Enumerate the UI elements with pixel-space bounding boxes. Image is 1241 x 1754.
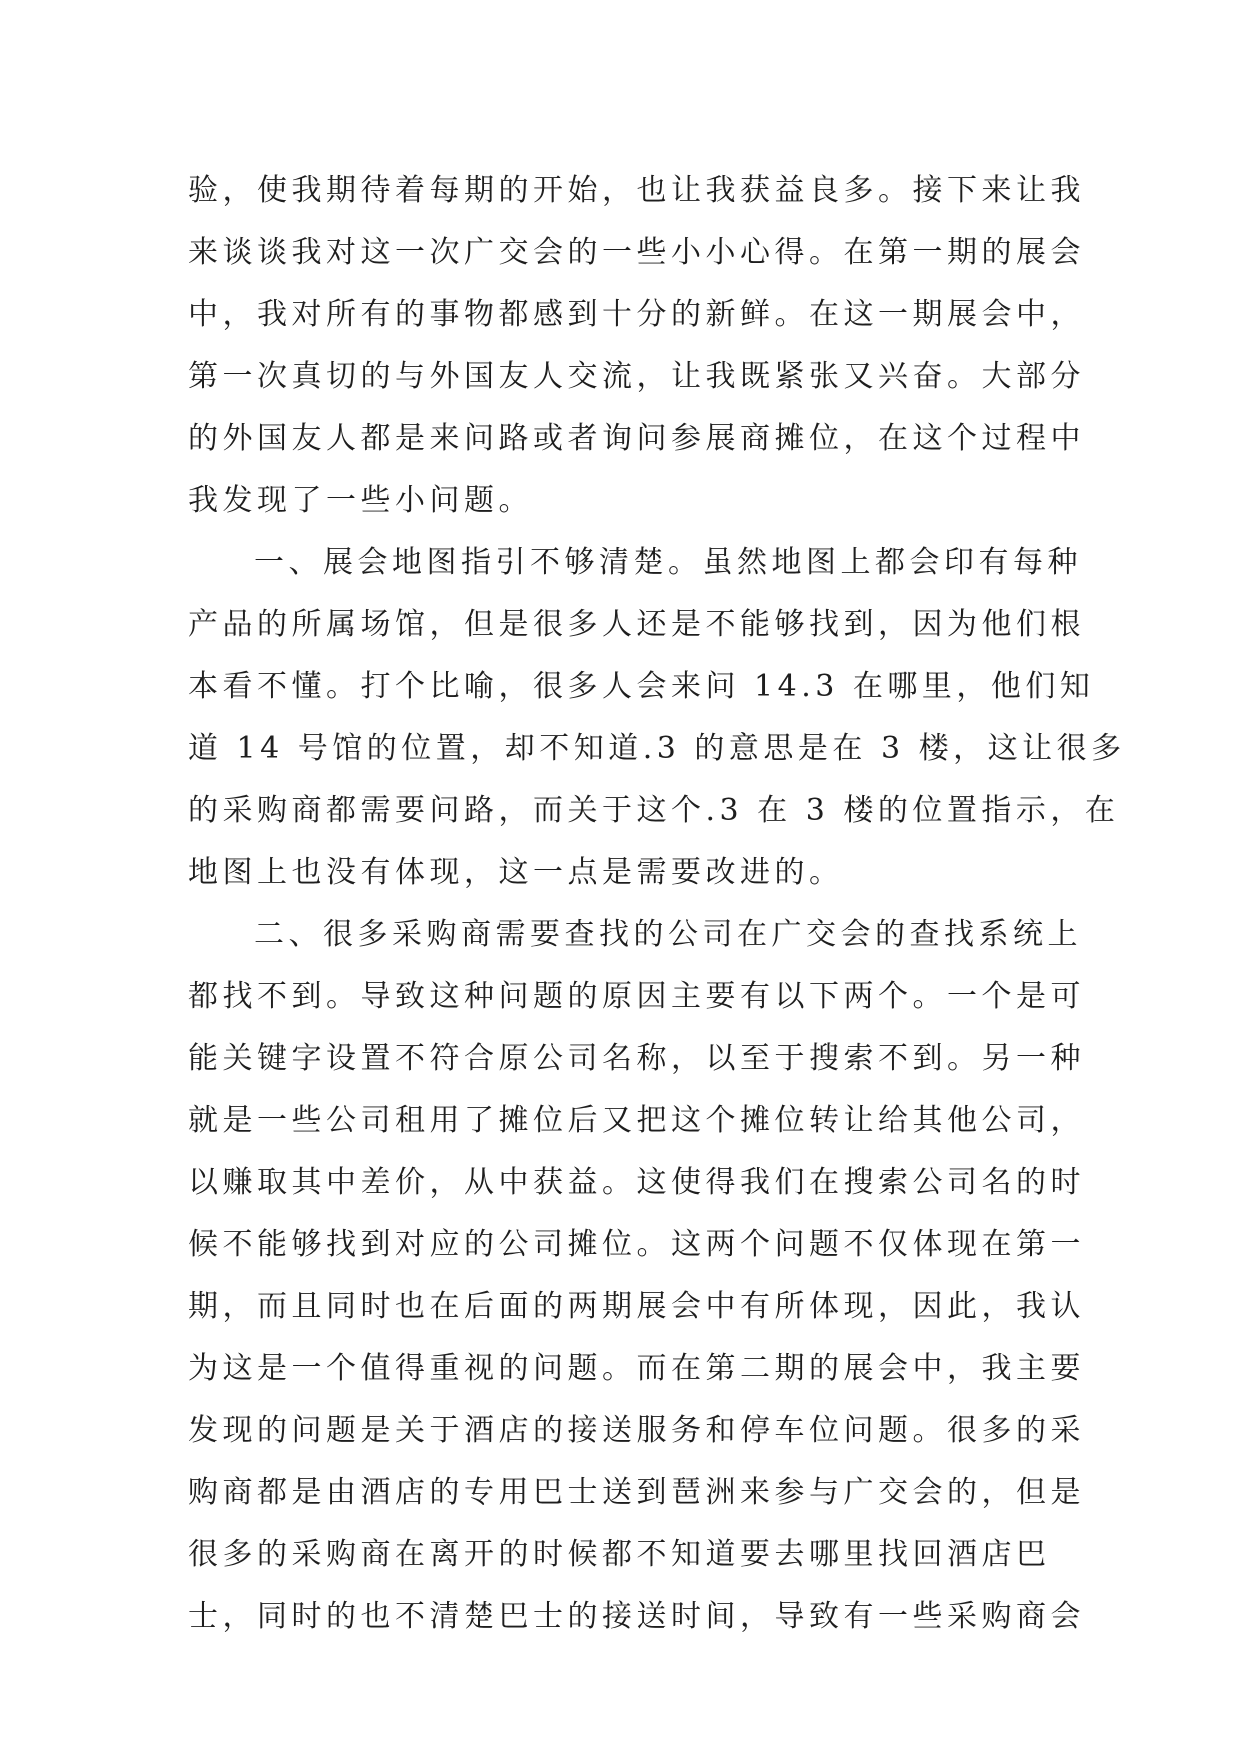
text-line: 本看不懂。打个比喻，很多人会来问 14.3 在哪里，他们知 <box>188 669 1095 704</box>
text-line: 士，同时的也不清楚巴士的接送时间，导致有一些采购商会 <box>188 1599 1085 1634</box>
text-line: 期，而且同时也在后面的两期展会中有所体现，因此，我认 <box>188 1289 1085 1324</box>
text-line: 第一次真切的与外国友人交流，让我既紧张又兴奋。大部分 <box>188 359 1085 394</box>
document-body <box>188 160 1126 1648</box>
text-line: 就是一些公司租用了摊位后又把这个摊位转让给其他公司， <box>188 1103 1085 1138</box>
text-line: 验，使我期待着每期的开始，也让我获益良多。接下来让我 <box>188 173 1085 208</box>
text-line: 的外国友人都是来问路或者询问参展商摊位，在这个过程中 <box>188 421 1085 456</box>
text-line: 产品的所属场馆，但是很多人还是不能够找到，因为他们根 <box>188 607 1085 642</box>
text-line: 能关键字设置不符合原公司名称，以至于搜索不到。另一种 <box>188 1041 1085 1076</box>
paragraph-first-line: 二、很多采购商需要查找的公司在广交会的查找系统上 <box>254 917 1082 952</box>
text-line: 地图上也没有体现，这一点是需要改进的。 <box>188 855 844 890</box>
text-line: 中，我对所有的事物都感到十分的新鲜。在这一期展会中， <box>188 297 1085 332</box>
text-line: 候不能够找到对应的公司摊位。这两个问题不仅体现在第一 <box>188 1227 1085 1262</box>
text-line: 的采购商都需要问路，而关于这个.3 在 3 楼的位置指示，在 <box>188 793 1120 828</box>
text-line: 以赚取其中差价，从中获益。这使得我们在搜索公司名的时 <box>188 1165 1085 1200</box>
text-line: 购商都是由酒店的专用巴士送到琶洲来参与广交会的，但是 <box>188 1475 1085 1510</box>
text-line: 来谈谈我对这一次广交会的一些小小心得。在第一期的展会 <box>188 235 1085 270</box>
text-line: 我发现了一些小问题。 <box>188 483 533 518</box>
text-line: 很多的采购商在离开的时候都不知道要去哪里找回酒店巴 <box>188 1537 1051 1572</box>
text-line: 道 14 号馆的位置，却不知道.3 的意思是在 3 楼，这让很多 <box>188 731 1126 766</box>
text-line: 发现的问题是关于酒店的接送服务和停车位问题。很多的采 <box>188 1413 1085 1448</box>
text-line: 为这是一个值得重视的问题。而在第二期的展会中，我主要 <box>188 1351 1085 1386</box>
paragraph-first-line: 一、展会地图指引不够清楚。虽然地图上都会印有每种 <box>254 545 1082 580</box>
text-line: 都找不到。导致这种问题的原因主要有以下两个。一个是可 <box>188 979 1085 1014</box>
